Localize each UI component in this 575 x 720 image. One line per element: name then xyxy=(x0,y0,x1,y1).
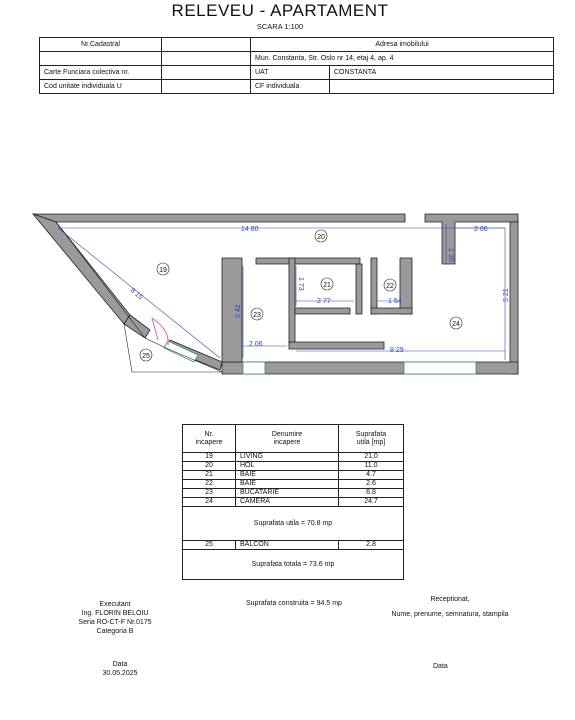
cod-unitate-label: Cod unitate individuala U xyxy=(40,80,162,94)
row-name: CAMERA xyxy=(236,498,339,507)
wall-partition-v1 xyxy=(289,258,295,342)
col-denumire-line2: incapere xyxy=(273,438,301,446)
col-nr xyxy=(183,425,236,453)
wall-partition-v4 xyxy=(400,258,412,314)
wall-partition-v3 xyxy=(371,258,377,314)
executant-categoria: Categoria B xyxy=(96,628,134,635)
row-name: HOL xyxy=(236,462,339,471)
room-label-22: 22 xyxy=(386,283,394,290)
row-area: 2.6 xyxy=(339,480,404,489)
window-kitchen xyxy=(243,362,265,374)
total-area: Suprafata totala = 73.6 mp xyxy=(183,550,404,580)
executant-label: Executant xyxy=(99,601,131,608)
row-area: 24.7 xyxy=(339,498,404,507)
row-nr: 19 xyxy=(183,453,236,462)
table-row xyxy=(183,498,404,507)
window-camera xyxy=(404,362,476,374)
col-suprafata-line1: Suprafata xyxy=(355,430,387,438)
row-name: BUCATARIE xyxy=(236,489,339,498)
row-nr: 21 xyxy=(183,471,236,480)
dim-5-21: 5 21 xyxy=(503,288,510,302)
wall-bath-bottom xyxy=(295,308,350,314)
door-swing-icon xyxy=(152,318,168,345)
dim-1-54: 1 54 xyxy=(388,298,402,305)
row-name: BAIE xyxy=(236,471,339,480)
col-denumire-line1: Denumire xyxy=(271,430,303,438)
receptionat-block xyxy=(370,595,530,619)
executant-serie: Seria RO-CT-F Nr.0175 xyxy=(78,619,152,626)
executant-date xyxy=(60,660,180,678)
row-nr: 20 xyxy=(183,462,236,471)
wall-partition-top xyxy=(256,258,360,264)
uat-label: UAT xyxy=(251,66,330,80)
executant-name: Ing. FLORIN BELOIU xyxy=(81,610,149,617)
receptionat-date-label: Data xyxy=(433,663,448,670)
dim-1-30: 1 30 xyxy=(447,248,454,262)
col-nr-line2: incapere xyxy=(195,438,223,446)
row-nr: 24 xyxy=(183,498,236,507)
table-row xyxy=(183,462,404,471)
row-area: 4.7 xyxy=(339,471,404,480)
room-label-23: 23 xyxy=(253,312,261,319)
dim-8-15: 8 15 xyxy=(128,287,144,302)
wall-top xyxy=(33,214,405,222)
room-label-20: 20 xyxy=(317,234,325,241)
balcon-name: BALCON xyxy=(236,541,339,550)
adresa-label: Adresa imobilului xyxy=(251,38,554,52)
dim-14-80: 14 80 xyxy=(241,226,259,233)
col-denumire xyxy=(236,425,339,453)
wall-top-right xyxy=(425,214,518,264)
uat-value: CONSTANTA xyxy=(330,66,554,80)
table-row xyxy=(183,471,404,480)
room-label-24: 24 xyxy=(452,321,460,328)
room-label-25: 25 xyxy=(142,353,150,360)
scale-label: SCARA 1:100 xyxy=(256,22,304,31)
date-label: Data xyxy=(112,661,128,668)
document-title: RELEVEU - APARTAMENT xyxy=(171,1,389,20)
dim-8-29: 8 29 xyxy=(390,347,404,354)
row-nr: 22 xyxy=(183,480,236,489)
adresa-value: Mun. Constanta, Str. Oslo nr 14, etaj 4, ap. 4 xyxy=(251,52,554,66)
balcon-nr: 25 xyxy=(183,541,236,550)
dim-2-77: 2 77 xyxy=(317,298,331,305)
receptionat-label: Receptionat, xyxy=(430,596,470,603)
dim-1-73: 1 73 xyxy=(297,277,304,291)
wall-partition-v2 xyxy=(356,264,362,314)
date-value: 30.05.2025 xyxy=(102,670,138,677)
wall-right xyxy=(510,222,518,374)
wall-balcony-door xyxy=(124,315,150,338)
wall-left-slant xyxy=(33,214,130,324)
cf-individuala-label: CF individuala xyxy=(251,80,330,94)
rooms-table xyxy=(182,424,404,580)
col-suprafata-line2: utila [mp] xyxy=(356,438,386,446)
constructed-area: Suprafata construita = 94.5 mp xyxy=(246,600,342,607)
row-area: 11.0 xyxy=(339,462,404,471)
room-label-21: 21 xyxy=(323,282,331,289)
col-nr-line1: Nr. xyxy=(204,430,214,438)
wall-bath2-bottom xyxy=(371,308,412,314)
table-row xyxy=(183,480,404,489)
receptionat-line: Nume, prenume, semnatura, stampila xyxy=(391,611,509,618)
row-name: BAIE xyxy=(236,480,339,489)
carte-funciara-label: Carte Funciara colectiva nr. xyxy=(40,66,162,80)
util-total: Suprafata utila = 70.8 mp xyxy=(183,507,404,541)
dim-3-42: 3 42 xyxy=(235,304,242,318)
row-area: 6.8 xyxy=(339,489,404,498)
nr-cadastral-label: Nr.Cadastral xyxy=(40,38,162,52)
dim-2-06-top: 2 06 xyxy=(474,226,488,233)
balcon-area: 2.8 xyxy=(339,541,404,550)
col-suprafata xyxy=(339,425,404,453)
room-label-19: 19 xyxy=(159,267,167,274)
row-nr: 23 xyxy=(183,489,236,498)
executant-block xyxy=(60,600,170,636)
dim-2-06-bottom: 2 06 xyxy=(249,341,263,348)
row-area: 21.0 xyxy=(339,453,404,462)
wall-partition-bottom xyxy=(289,342,384,349)
row-name: LIVING xyxy=(236,453,339,462)
table-row xyxy=(183,453,404,462)
table-row xyxy=(183,489,404,498)
